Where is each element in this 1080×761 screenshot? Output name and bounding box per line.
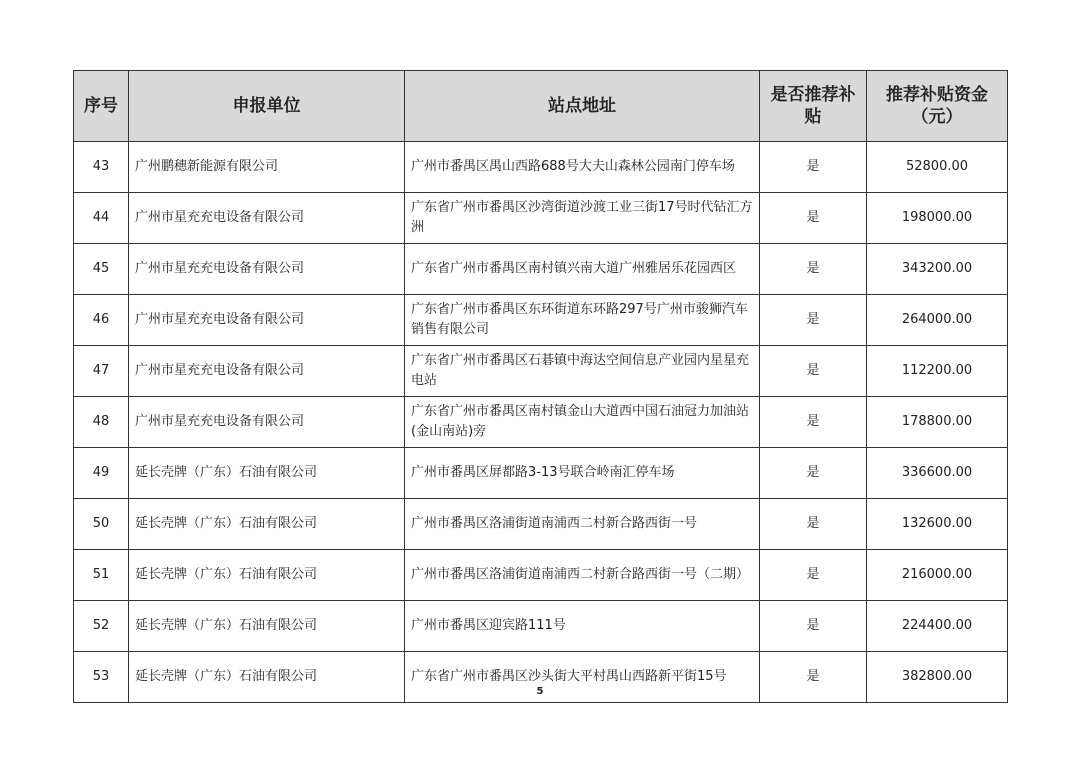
- cell-unit: 广州鹏穗新能源有限公司: [129, 142, 405, 193]
- cell-address: 广东省广州市番禺区沙湾街道沙渡工业三街17号时代钻汇方洲: [405, 193, 760, 244]
- cell-no: 46: [74, 295, 129, 346]
- table-row: [74, 244, 1008, 295]
- table-row: [74, 397, 1008, 448]
- cell-address: 广州市番禺区禺山西路688号大夫山森林公园南门停车场: [405, 142, 760, 193]
- cell-amount: 52800.00: [867, 142, 1008, 193]
- table-row: [74, 295, 1008, 346]
- cell-no: 50: [74, 499, 129, 550]
- cell-recommended: 是: [760, 652, 867, 703]
- cell-unit: 广州市星充充电设备有限公司: [129, 346, 405, 397]
- cell-amount: 216000.00: [867, 550, 1008, 601]
- table-header: [74, 71, 1008, 142]
- cell-address: 广东省广州市番禺区东环街道东环路297号广州市骏狮汽车销售有限公司: [405, 295, 760, 346]
- cell-recommended: 是: [760, 244, 867, 295]
- header-amount: 推荐补贴资金（元）: [867, 71, 1008, 142]
- cell-recommended: 是: [760, 142, 867, 193]
- cell-no: 44: [74, 193, 129, 244]
- cell-unit: 延长壳牌（广东）石油有限公司: [129, 652, 405, 703]
- cell-recommended: 是: [760, 550, 867, 601]
- table-row: [74, 142, 1008, 193]
- cell-no: 52: [74, 601, 129, 652]
- cell-amount: 343200.00: [867, 244, 1008, 295]
- cell-recommended: 是: [760, 601, 867, 652]
- cell-unit: 广州市星充充电设备有限公司: [129, 193, 405, 244]
- header-address: 站点地址: [405, 71, 760, 142]
- cell-unit: 延长壳牌（广东）石油有限公司: [129, 601, 405, 652]
- cell-recommended: 是: [760, 346, 867, 397]
- cell-amount: 178800.00: [867, 397, 1008, 448]
- cell-address: 广州市番禺区洛浦街道南浦西二村新合路西街一号（二期）: [405, 550, 760, 601]
- cell-recommended: 是: [760, 193, 867, 244]
- subsidy-table: [73, 70, 1008, 703]
- cell-no: 43: [74, 142, 129, 193]
- cell-no: 45: [74, 244, 129, 295]
- table-body: [74, 142, 1008, 703]
- cell-unit: 广州市星充充电设备有限公司: [129, 295, 405, 346]
- cell-no: 49: [74, 448, 129, 499]
- cell-no: 53: [74, 652, 129, 703]
- cell-no: 47: [74, 346, 129, 397]
- cell-address: 广州市番禺区洛浦街道南浦西二村新合路西街一号: [405, 499, 760, 550]
- cell-amount: 198000.00: [867, 193, 1008, 244]
- header-row: [74, 71, 1008, 142]
- cell-amount: 382800.00: [867, 652, 1008, 703]
- table-row: [74, 601, 1008, 652]
- cell-amount: 224400.00: [867, 601, 1008, 652]
- cell-address: 广东省广州市番禺区沙头街大平村禺山西路新平街15号: [405, 652, 760, 703]
- cell-recommended: 是: [760, 448, 867, 499]
- header-recommended: 是否推荐补贴: [760, 71, 867, 142]
- table-row: [74, 346, 1008, 397]
- cell-amount: 336600.00: [867, 448, 1008, 499]
- cell-amount: 132600.00: [867, 499, 1008, 550]
- cell-amount: 112200.00: [867, 346, 1008, 397]
- cell-unit: 延长壳牌（广东）石油有限公司: [129, 448, 405, 499]
- table-row: [74, 448, 1008, 499]
- cell-address: 广东省广州市番禺区南村镇兴南大道广州雅居乐花园西区: [405, 244, 760, 295]
- cell-address: 广东省广州市番禺区南村镇金山大道西中国石油冠力加油站(金山南站)旁: [405, 397, 760, 448]
- cell-address: 广州市番禺区迎宾路111号: [405, 601, 760, 652]
- cell-address: 广州市番禺区屏都路3-13号联合岭南汇停车场: [405, 448, 760, 499]
- cell-address: 广东省广州市番禺区石碁镇中海达空间信息产业园内星星充电站: [405, 346, 760, 397]
- table-row: [74, 499, 1008, 550]
- cell-unit: 广州市星充充电设备有限公司: [129, 397, 405, 448]
- table-row: [74, 550, 1008, 601]
- cell-recommended: 是: [760, 499, 867, 550]
- header-unit: 申报单位: [129, 71, 405, 142]
- table-row: [74, 193, 1008, 244]
- cell-unit: 延长壳牌（广东）石油有限公司: [129, 550, 405, 601]
- header-no: 序号: [74, 71, 129, 142]
- cell-no: 48: [74, 397, 129, 448]
- cell-recommended: 是: [760, 295, 867, 346]
- cell-recommended: 是: [760, 397, 867, 448]
- cell-amount: 264000.00: [867, 295, 1008, 346]
- cell-unit: 延长壳牌（广东）石油有限公司: [129, 499, 405, 550]
- cell-no: 51: [74, 550, 129, 601]
- page-number: 5: [536, 686, 544, 697]
- cell-unit: 广州市星充充电设备有限公司: [129, 244, 405, 295]
